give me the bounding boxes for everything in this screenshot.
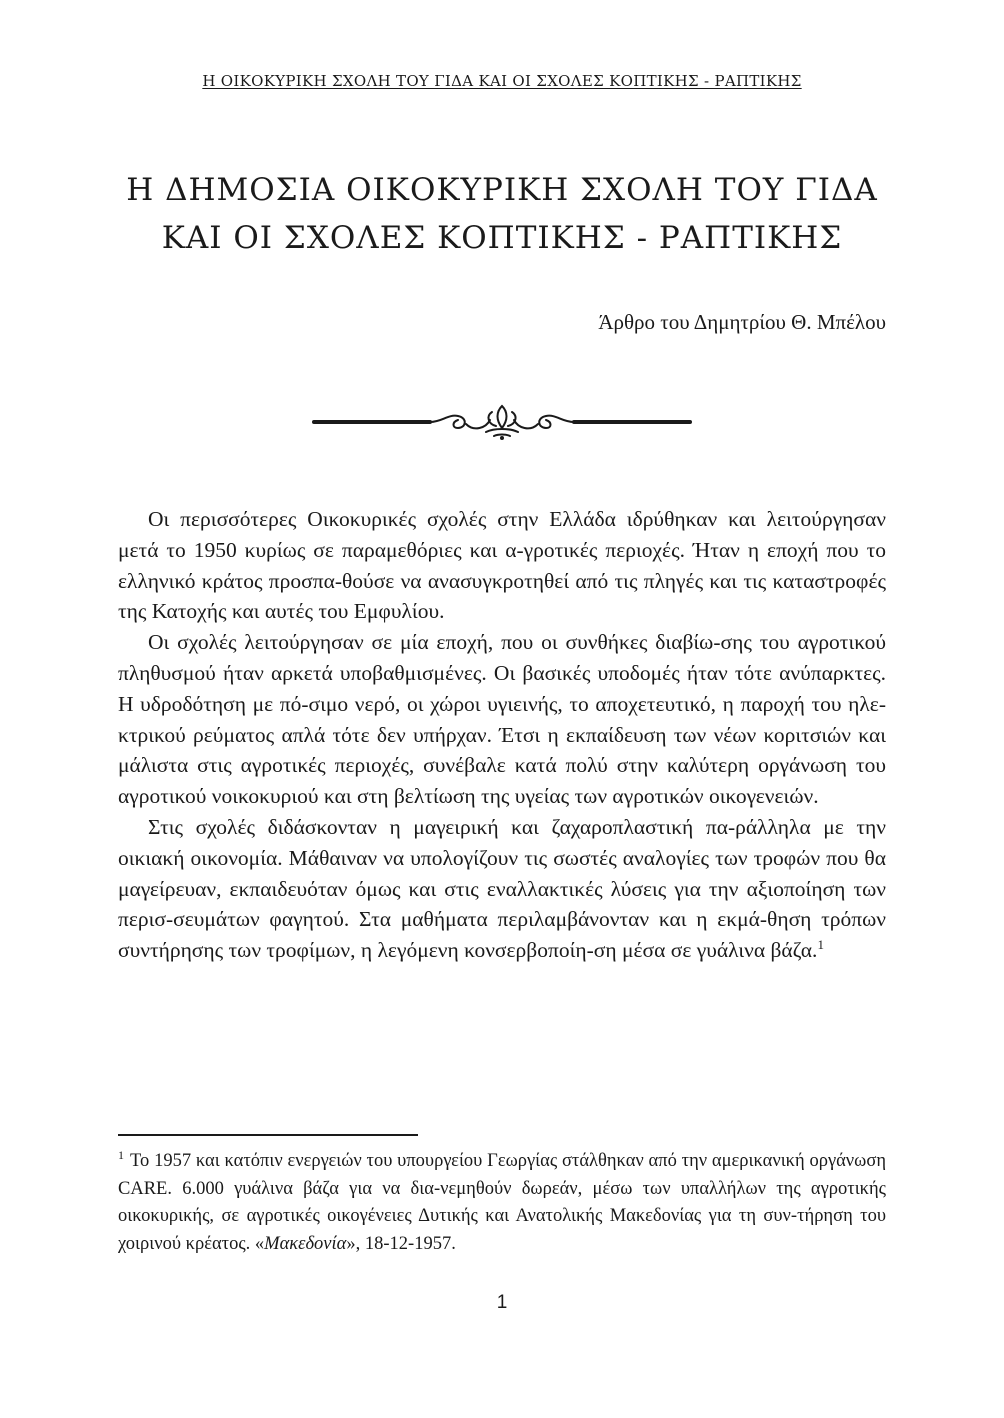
running-header: Η ΟΙΚΟΚΥΡΙΚΗ ΣΧΟΛΗ ΤΟΥ ΓΙΔΑ ΚΑΙ ΟΙ ΣΧΟΛΕΣ ΚΟΠΤΙΚΗΣ - ΡΑΠΤΙΚΗΣ [202, 72, 802, 90]
article-title [80, 166, 924, 262]
paragraph-3-text: Στις σχολές διδάσκονταν η μαγειρική και ζαχαροπλαστική πα-ράλληλα με την οικιακή οικονομία. Μάθαιναν να υπολογίζουν τις σωστές αναλογίες των τροφών που θα μαγείρευαν, εκπαιδευόταν όμως και στις εναλλακτικές λύσεις για την αξιοποίηση των περισ-σευμάτων φαγητού. Στα μαθήματα περιλαμβάνονταν και η εκμά-θηση τρόπων συντήρησης των τροφίμων, η λεγόμενη κονσερβοποίη-ση μέσα σε γυάλινα βάζα. [118, 814, 886, 963]
footnote-text-end: », 18-12-1957. [346, 1233, 456, 1254]
paragraph-2: Οι σχολές λειτούργησαν σε μία εποχή, που οι συνθήκες διαβίω-σης του αγροτικού πληθυσμού ήταν αρκετά υποβαθμισμένες. Οι βασικές υποδομές ήταν τότε ανύπαρκτες. Η υδροδότηση με πό-σιμο νερό, οι χώροι υγιεινής, το αποχετευτικό, η παροχή του ηλε-κτρικού ρεύματος απλά τότε δεν υπήρχαν. Έτσι η εκπαίδευση των νέων κοριτσιών και μάλιστα στις αγροτικές περιοχές, συνέβαλε κατά πολύ στην καλύτερη οργάνωση του αγροτικού νοικοκυριού και στη βελτίωση της υγείας των αγροτικών οικογενειών. [118, 630, 886, 809]
paragraph-3 [118, 812, 886, 966]
footnote-source-title: Μακεδονία [264, 1233, 347, 1254]
article-title-line-2: ΚΑΙ ΟΙ ΣΧΟΛΕΣ ΚΟΠΤΙΚΗΣ - ΡΑΠΤΙΚΗΣ [161, 220, 843, 256]
article-title-line-1: Η ΔΗΜΟΣΙΑ ΟΙΚΟΚΥΡΙΚΗ ΣΧΟΛΗ ΤΟΥ ΓΙΔΑ [126, 172, 878, 208]
footnote-text-start: Το 1957 και κατόπιν ενεργειών του υπουργείου Γεωργίας στάλθηκαν από την αμερικανική οργάνωση CARE. 6.000 γυάλινα βάζα για να δια-νεμηθούν δωρεάν, μέσω των υπαλλήλων της αγροτικής οικοκυρικής, σε αγροτικές οικογένειες Δυτικής και Ανατολικής Μακεδονίας για τη συν-τήρηση του χοιρινού κρέατος. « [118, 1151, 886, 1254]
fleuron-ornament-icon [310, 398, 694, 446]
paragraph-1: Οι περισσότερες Οικοκυρικές σχολές στην Ελλάδα ιδρύθηκαν και λειτούργησαν μετά το 1950 κυρίως σε παραμεθόριες και α-γροτικές περιοχές. Ήταν η εποχή που το ελληνικό κράτος προσπα-θούσε να ανασυγκροτηθεί από τις πληγές και τις καταστροφές της Κατοχής και αυτές του Εμφυλίου. [118, 507, 886, 624]
footnote-reference[interactable]: 1 [817, 937, 824, 952]
page-number: 1 [496, 1292, 508, 1313]
footnote-mark: 1 [118, 1147, 124, 1162]
footnote [118, 1148, 886, 1258]
footnote-divider [118, 1134, 418, 1136]
article-body [118, 504, 886, 966]
article-byline: Άρθρο του Δημητρίου Θ. Μπέλου [598, 310, 886, 334]
